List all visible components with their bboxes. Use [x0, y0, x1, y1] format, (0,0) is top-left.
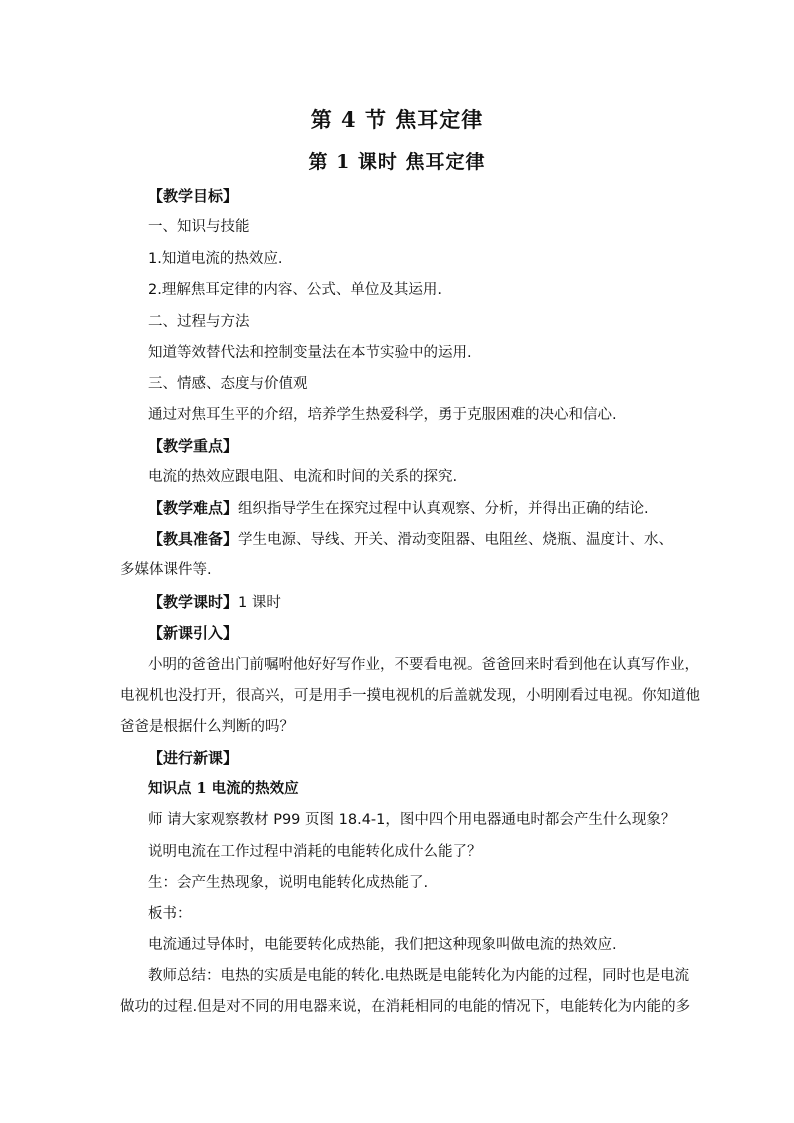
- summary-line-1: 教师总结：电热的实质是电能的转化.电热既是电能转化为内能的过程，同时也是电流: [148, 968, 690, 984]
- hours-text: 1 课时: [238, 595, 281, 611]
- hours-row: [148, 592, 708, 613]
- intro-line-3: 爸爸是根据什么判断的吗？: [120, 719, 294, 735]
- intro-heading: 【新课引入】: [148, 624, 239, 642]
- tools-text-1: 学生电源、导线、开关、滑动变阻器、电阻丝、烧瓶、温度计、水、: [238, 532, 674, 548]
- focus-text: 电流的热效应跟电阻、电流和时间的关系的探究.: [148, 469, 458, 485]
- knowledge-heading: 一、知识与技能: [148, 219, 250, 235]
- difficulty-text: 组织指导学生在探究过程中认真观察、分析，并得出正确的结论.: [238, 501, 649, 517]
- tools-text-2: 多媒体课件等.: [120, 562, 212, 578]
- intro-line-2: 电视机也没打开，很高兴，可是用手一摸电视机的后盖就发现，小明刚看过电视。你知道他: [120, 688, 700, 704]
- process-heading: 二、过程与方法: [148, 314, 250, 330]
- knowledge-point-1: 知识点 1 电流的热效应: [148, 780, 299, 797]
- intro-line-1: 小明的爸爸出门前嘱咐他好好写作业，不要看电视。爸爸回来时看到他在认真写作业，: [148, 657, 699, 673]
- objectives-heading: 【教学目标】: [148, 187, 239, 205]
- teacher-line-1: 师 请大家观察教材 P99 页图 18.4-1，图中四个用电器通电时都会产生什么现象？: [148, 812, 676, 828]
- lesson-heading: 【进行新课】: [148, 749, 239, 767]
- knowledge-item-1: 1.知道电流的热效应.: [148, 251, 283, 267]
- emotion-item-1: 通过对焦耳生平的介绍，培养学生热爱科学，勇于克服困难的决心和信心.: [148, 407, 617, 423]
- page-subtitle: 第 1 课时 焦耳定律: [308, 151, 486, 173]
- process-item-1: 知道等效替代法和控制变量法在本节实验中的运用.: [148, 345, 472, 361]
- board-text: 电流通过导体时，电能要转化成热能，我们把这种现象叫做电流的热效应.: [148, 937, 617, 953]
- focus-heading: 【教学重点】: [148, 437, 239, 455]
- summary-line-2: 做功的过程.但是对不同的用电器来说，在消耗相同的电能的情况下，电能转化为内能的多: [120, 999, 691, 1015]
- hours-heading: 【教学课时】: [148, 593, 239, 611]
- teacher-line-2: 说明电流在工作过程中消耗的电能转化成什么能了？: [148, 844, 482, 860]
- student-line-1: 生：会产生热现象，说明电能转化成热能了.: [148, 875, 429, 891]
- page-title: 第 4 节 焦耳定律: [310, 107, 484, 132]
- board-label: 板书：: [148, 906, 192, 922]
- tools-row: [148, 529, 708, 550]
- emotion-heading: 三、情感、态度与价值观: [148, 376, 308, 392]
- knowledge-item-2: 2.理解焦耳定律的内容、公式、单位及其运用.: [148, 282, 442, 298]
- tools-heading: 【教具准备】: [148, 530, 239, 548]
- difficulty-row: [148, 498, 708, 519]
- difficulty-heading: 【教学难点】: [148, 499, 239, 517]
